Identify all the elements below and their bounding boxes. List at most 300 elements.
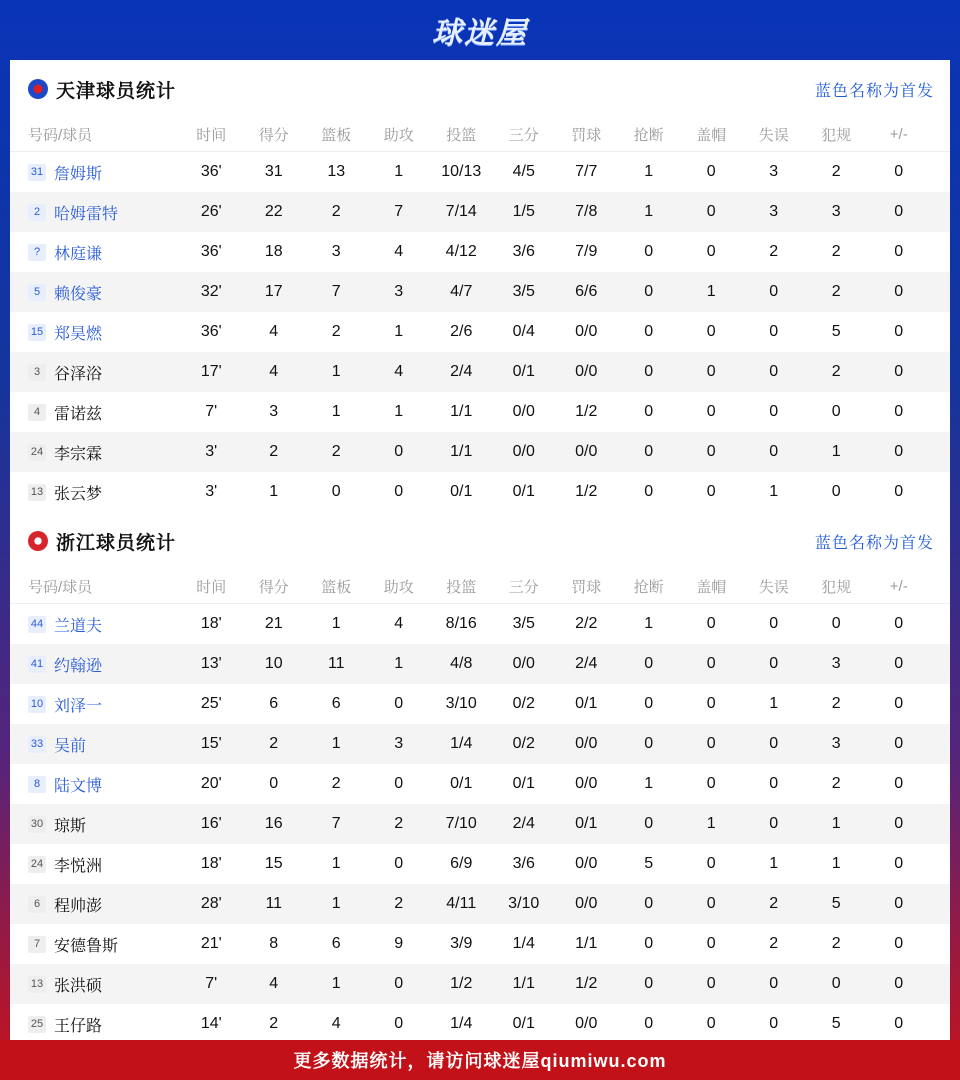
column-header: 时间 — [196, 579, 227, 596]
stat-cell: 0/0 — [575, 735, 598, 752]
stat-cell: 0 — [831, 403, 841, 420]
player-row[interactable] — [10, 312, 950, 352]
stat-cell: 2 — [831, 935, 841, 952]
stat-cell: 2/2 — [575, 615, 598, 632]
stat-cell: 4 — [269, 323, 279, 340]
player-name[interactable]: 谷泽浴 — [54, 365, 103, 383]
player-row[interactable] — [10, 472, 950, 512]
stat-cell: 0 — [769, 363, 779, 380]
stat-cell: 2 — [831, 363, 841, 380]
stat-cell: 2/4 — [512, 815, 535, 832]
stat-cell: 3 — [769, 203, 779, 220]
stat-cell: 0 — [894, 615, 904, 632]
stat-cell: 1/1 — [450, 443, 473, 460]
stat-cell: 0 — [644, 735, 654, 752]
stat-cell: 1 — [644, 163, 654, 180]
jersey-number-badge: 5 — [28, 284, 46, 301]
section-title-wrap — [28, 528, 176, 555]
stat-cell: 1 — [394, 323, 404, 340]
stat-cell: 3 — [769, 163, 779, 180]
player-row[interactable] — [10, 964, 950, 1004]
stat-cell: 0 — [269, 775, 279, 792]
stat-cell: 3/10 — [508, 895, 540, 912]
stat-cell: 0 — [644, 323, 654, 340]
stat-cell: 36' — [200, 163, 222, 180]
stats-panel — [10, 60, 950, 1040]
stat-cell: 4/8 — [450, 655, 473, 672]
stat-cell: 1/1 — [450, 403, 473, 420]
tianjin-team-logo-icon — [28, 79, 48, 99]
stat-cell: 2 — [269, 735, 279, 752]
stat-cell: 3 — [269, 403, 279, 420]
column-header: 篮板 — [321, 127, 352, 144]
player-name[interactable]: 张云梦 — [54, 485, 103, 503]
player-row[interactable] — [10, 192, 950, 232]
stat-cell: 1 — [394, 163, 404, 180]
stat-cell: 0 — [706, 895, 716, 912]
player-cell — [10, 361, 180, 384]
stat-cell: 0 — [894, 323, 904, 340]
player-cell — [10, 481, 180, 504]
column-header: 得分 — [258, 127, 289, 144]
stat-cell: 0/1 — [512, 363, 535, 380]
stat-cell: 0 — [894, 775, 904, 792]
stat-cell: 7' — [205, 403, 218, 420]
player-name[interactable]: 吴前 — [54, 737, 87, 755]
stat-cell: 2 — [769, 243, 779, 260]
player-cell — [10, 813, 180, 836]
stat-cell: 0 — [644, 403, 654, 420]
stat-cell: 1 — [769, 695, 779, 712]
stat-cell: 3' — [205, 443, 218, 460]
footer-banner[interactable]: 更多数据统计，请访问球迷屋qiumiwu.com — [0, 1040, 960, 1080]
column-header: 盖帽 — [696, 579, 727, 596]
stat-cell: 2 — [769, 935, 779, 952]
stat-cell: 3/5 — [512, 283, 535, 300]
stat-cell: 21' — [200, 935, 222, 952]
stat-cell: 2 — [331, 203, 341, 220]
zhejiang-team-logo-icon — [28, 531, 48, 551]
stat-cell: 0/0 — [512, 655, 535, 672]
stat-cell: 0/0 — [575, 855, 598, 872]
stat-cell: 31 — [264, 163, 283, 180]
stat-cell: 0 — [706, 975, 716, 992]
stat-cell: 0 — [894, 1015, 904, 1032]
stat-cell: 2 — [331, 443, 341, 460]
player-cell — [10, 281, 180, 304]
stat-cell: 3/5 — [512, 615, 535, 632]
stat-cell: 0 — [769, 775, 779, 792]
column-header: 号码/球员 — [28, 579, 93, 596]
jersey-number-badge: 13 — [28, 976, 46, 993]
jersey-number-badge: 31 — [28, 164, 46, 181]
column-header: 三分 — [508, 579, 539, 596]
stat-cell: 0 — [769, 655, 779, 672]
column-header: 助攻 — [383, 127, 414, 144]
jersey-number-badge: 8 — [28, 776, 46, 793]
stat-cell: 0 — [644, 815, 654, 832]
jersey-number-badge: 24 — [28, 444, 46, 461]
stat-cell: 0/0 — [512, 403, 535, 420]
player-row[interactable] — [10, 844, 950, 884]
stat-cell: 2 — [831, 283, 841, 300]
stat-cell: 0 — [894, 163, 904, 180]
stat-cell: 0 — [644, 895, 654, 912]
stat-cell: 0 — [769, 975, 779, 992]
jersey-number-badge: 24 — [28, 856, 46, 873]
player-row[interactable] — [10, 272, 950, 312]
stat-cell: 0 — [831, 975, 841, 992]
starter-legend-note: 蓝色名称为首发 — [814, 82, 934, 100]
stat-cell: 13' — [200, 655, 222, 672]
stat-cell: 0 — [894, 283, 904, 300]
stat-cell: 0 — [644, 935, 654, 952]
stat-cell: 5 — [831, 895, 841, 912]
player-cell — [10, 1013, 180, 1036]
stat-cell: 10 — [264, 655, 283, 672]
stat-cell: 22 — [264, 203, 283, 220]
stat-cell: 7/10 — [445, 815, 477, 832]
stat-cell: 0 — [644, 483, 654, 500]
jersey-number-badge: 13 — [28, 484, 46, 501]
jersey-number-badge: ? — [28, 244, 46, 261]
section-header — [10, 60, 950, 118]
player-name[interactable]: 琼斯 — [54, 817, 87, 835]
stat-cell: 2 — [331, 775, 341, 792]
section-header — [10, 512, 950, 570]
column-header: 篮板 — [321, 579, 352, 596]
stat-cell: 1 — [331, 855, 341, 872]
jersey-number-badge: 30 — [28, 816, 46, 833]
player-row[interactable] — [10, 804, 950, 844]
column-header: 抢断 — [633, 127, 664, 144]
stat-cell: 0 — [706, 735, 716, 752]
stat-cell: 3/6 — [512, 243, 535, 260]
stat-cell: 0/2 — [512, 695, 535, 712]
stat-cell: 0 — [394, 443, 404, 460]
stat-cell: 0 — [706, 855, 716, 872]
player-cell — [10, 773, 180, 796]
stat-cell: 0 — [706, 655, 716, 672]
stat-cell: 1 — [644, 203, 654, 220]
stat-cell: 7/14 — [445, 203, 477, 220]
stat-cell: 11 — [327, 655, 345, 672]
stat-cell: 5 — [644, 855, 654, 872]
player-cell — [10, 733, 180, 756]
stat-cell: 6 — [331, 695, 341, 712]
stat-cell: 28' — [200, 895, 222, 912]
stat-cell: 0/1 — [512, 1015, 535, 1032]
stat-cell: 0 — [644, 443, 654, 460]
stat-cell: 2 — [269, 443, 279, 460]
stat-cell: 0 — [831, 483, 841, 500]
stat-cell: 1/4 — [450, 735, 473, 752]
stat-cell: 0 — [706, 163, 716, 180]
team-section-1 — [10, 512, 950, 1044]
player-row[interactable] — [10, 1004, 950, 1044]
jersey-number-badge: 15 — [28, 324, 46, 341]
stat-cell: 0 — [769, 615, 779, 632]
player-name[interactable]: 林庭谦 — [54, 245, 103, 263]
stat-cell: 1 — [831, 443, 841, 460]
stat-cell: 0 — [644, 655, 654, 672]
jersey-number-badge: 2 — [28, 204, 46, 221]
player-row[interactable] — [10, 724, 950, 764]
player-name[interactable]: 陆文博 — [54, 777, 103, 795]
player-name[interactable]: 李宗霖 — [54, 445, 103, 463]
stat-cell: 1/2 — [575, 403, 598, 420]
player-row[interactable] — [10, 232, 950, 272]
stat-cell: 0 — [706, 403, 716, 420]
stat-cell: 4/5 — [512, 163, 535, 180]
stat-cell: 0 — [706, 203, 716, 220]
stat-cell: 6/6 — [575, 283, 598, 300]
stat-cell: 5 — [831, 1015, 841, 1032]
stat-cell: 2/4 — [450, 363, 473, 380]
player-name[interactable]: 王仔路 — [54, 1017, 103, 1035]
stat-cell: 0 — [894, 363, 904, 380]
stat-cell: 3 — [831, 203, 841, 220]
column-header: 犯规 — [821, 127, 852, 144]
stat-cell: 32' — [200, 283, 222, 300]
stat-cell: 0 — [894, 203, 904, 220]
stat-cell: 0 — [769, 1015, 779, 1032]
column-header: +/- — [889, 578, 908, 595]
stat-cell: 4 — [394, 363, 404, 380]
stat-cell: 0 — [394, 775, 404, 792]
stat-cell: 0/0 — [575, 895, 598, 912]
stat-cell: 1 — [331, 975, 341, 992]
stat-cell: 0 — [894, 243, 904, 260]
stat-cell: 6 — [269, 695, 279, 712]
stat-cell: 2 — [269, 1015, 279, 1032]
stat-cell: 0 — [769, 403, 779, 420]
jersey-number-badge: 25 — [28, 1016, 46, 1033]
player-row[interactable] — [10, 152, 950, 192]
stat-cell: 1/1 — [575, 935, 598, 952]
player-cell — [10, 441, 180, 464]
player-row[interactable] — [10, 604, 950, 644]
stat-cell: 2/4 — [575, 655, 598, 672]
stat-cell: 0 — [769, 815, 779, 832]
stat-cell: 14' — [200, 1015, 222, 1032]
section-title-wrap — [28, 76, 176, 103]
stat-cell: 3 — [831, 655, 841, 672]
player-cell — [10, 321, 180, 344]
player-cell — [10, 693, 180, 716]
stat-cell: 1 — [706, 283, 716, 300]
stat-cell: 20' — [200, 775, 222, 792]
stat-cell: 15' — [200, 735, 222, 752]
player-row[interactable] — [10, 432, 950, 472]
stat-cell: 8/16 — [445, 615, 477, 632]
jersey-number-badge: 41 — [28, 656, 46, 673]
player-row[interactable] — [10, 884, 950, 924]
player-row[interactable] — [10, 684, 950, 724]
player-name[interactable]: 约翰逊 — [54, 657, 103, 675]
stat-cell: 0 — [706, 615, 716, 632]
stat-cell: 2 — [769, 895, 779, 912]
stat-cell: 3/6 — [512, 855, 535, 872]
stat-cell: 21 — [264, 615, 283, 632]
stat-cell: 0 — [394, 855, 404, 872]
player-row[interactable] — [10, 924, 950, 964]
stat-cell: 0 — [894, 815, 904, 832]
stat-cell: 1 — [331, 615, 341, 632]
stat-cell: 7' — [205, 975, 218, 992]
player-name[interactable]: 李悦洲 — [54, 857, 103, 875]
stat-cell: 4/7 — [450, 283, 473, 300]
stat-cell: 0/0 — [575, 363, 598, 380]
stat-cell: 0 — [894, 935, 904, 952]
stat-cell: 0/4 — [512, 323, 535, 340]
team-section-0 — [10, 60, 950, 512]
stat-cell: 4/11 — [446, 895, 477, 912]
stat-cell: 2 — [394, 895, 404, 912]
stat-cell: 26' — [200, 203, 222, 220]
stat-cell: 2 — [831, 163, 841, 180]
stat-cell: 0 — [706, 695, 716, 712]
player-cell — [10, 973, 180, 996]
stat-cell: 3 — [331, 243, 341, 260]
section-title: 浙江球员统计 — [56, 532, 177, 554]
player-row[interactable] — [10, 392, 950, 432]
stat-cell: 0 — [644, 283, 654, 300]
stat-cell: 1 — [269, 483, 279, 500]
player-name[interactable]: 雷诺兹 — [54, 405, 103, 423]
stat-cell: 0 — [706, 443, 716, 460]
starter-legend-note: 蓝色名称为首发 — [814, 534, 934, 552]
stat-cell: 4/12 — [445, 243, 477, 260]
player-name[interactable]: 张洪硕 — [54, 977, 103, 995]
stat-cell: 0 — [769, 735, 779, 752]
jersey-number-badge: 3 — [28, 364, 46, 381]
stat-cell: 6 — [331, 935, 341, 952]
player-cell — [10, 161, 180, 184]
stat-cell: 0/1 — [512, 483, 535, 500]
stat-cell: 0 — [769, 283, 779, 300]
stat-cell: 0 — [894, 695, 904, 712]
player-name[interactable]: 程帅澎 — [54, 897, 103, 915]
stat-cell: 0/0 — [575, 775, 598, 792]
stat-cell: 36' — [200, 323, 222, 340]
player-cell — [10, 893, 180, 916]
stat-cell: 15 — [264, 855, 283, 872]
player-cell — [10, 933, 180, 956]
player-name[interactable]: 郑昊燃 — [54, 325, 103, 343]
player-name[interactable]: 兰道夫 — [54, 617, 103, 635]
stat-cell: 0 — [706, 243, 716, 260]
stat-cell: 5 — [831, 323, 841, 340]
player-name[interactable]: 哈姆雷特 — [54, 205, 119, 223]
stat-cell: 3 — [394, 283, 404, 300]
stat-cell: 0/0 — [575, 443, 598, 460]
stat-cell: 0 — [894, 483, 904, 500]
stat-cell: 16 — [264, 815, 283, 832]
stat-cell: 0 — [644, 1015, 654, 1032]
player-name[interactable]: 刘泽一 — [54, 697, 103, 715]
stat-cell: 0 — [644, 243, 654, 260]
stat-cell: 0/0 — [575, 323, 598, 340]
stat-cell: 0 — [644, 695, 654, 712]
column-header: 罚球 — [571, 127, 602, 144]
stat-cell: 18' — [200, 855, 222, 872]
stat-cell: 17 — [264, 283, 283, 300]
stat-cell: 25' — [200, 695, 222, 712]
stat-cell: 1 — [831, 855, 841, 872]
stat-cell: 0 — [331, 483, 341, 500]
stat-cell: 1/1 — [512, 975, 535, 992]
stat-cell: 1/4 — [450, 1015, 473, 1032]
stat-cell: 0 — [894, 895, 904, 912]
stat-cell: 17' — [200, 363, 222, 380]
player-row[interactable] — [10, 764, 950, 804]
jersey-number-badge: 4 — [28, 404, 46, 421]
stat-cell: 0/0 — [512, 443, 535, 460]
stat-cell: 7 — [394, 203, 404, 220]
brand-logo: 球迷屋 — [432, 17, 528, 50]
stat-cell: 7/8 — [575, 203, 598, 220]
stat-cell: 0/0 — [575, 1015, 598, 1032]
column-header-row — [10, 118, 950, 152]
stat-cell: 0 — [394, 975, 404, 992]
player-name[interactable]: 安德鲁斯 — [54, 937, 119, 955]
stat-cell: 13 — [327, 163, 346, 180]
stat-cell: 0/1 — [575, 815, 598, 832]
column-header: 时间 — [196, 127, 227, 144]
player-row[interactable] — [10, 644, 950, 684]
stat-cell: 1/4 — [512, 935, 535, 952]
stat-cell: 2/6 — [450, 323, 473, 340]
player-row[interactable] — [10, 352, 950, 392]
stat-cell: 0 — [706, 323, 716, 340]
stat-cell: 0/1 — [450, 775, 473, 792]
stat-cell: 0 — [894, 403, 904, 420]
stat-cell: 0 — [894, 855, 904, 872]
stat-cell: 0 — [831, 615, 841, 632]
stat-cell: 1 — [394, 655, 404, 672]
stat-cell: 1 — [331, 363, 341, 380]
stat-cell: 4 — [394, 243, 404, 260]
stat-cell: 3 — [831, 735, 841, 752]
player-name[interactable]: 詹姆斯 — [54, 165, 103, 183]
column-header: 得分 — [258, 579, 289, 596]
stat-cell: 1/2 — [575, 483, 598, 500]
stat-cell: 3/10 — [445, 695, 477, 712]
column-header: 助攻 — [383, 579, 414, 596]
stat-cell: 0 — [706, 775, 716, 792]
stat-cell: 1/2 — [450, 975, 473, 992]
stat-cell: 0/1 — [450, 483, 473, 500]
column-header: 罚球 — [571, 579, 602, 596]
stat-cell: 0/1 — [512, 775, 535, 792]
column-header-row — [10, 570, 950, 604]
jersey-number-badge: 6 — [28, 896, 46, 913]
player-name[interactable]: 赖俊豪 — [54, 285, 103, 303]
stat-cell: 1 — [331, 403, 341, 420]
stat-cell: 0 — [644, 363, 654, 380]
column-header: +/- — [889, 126, 908, 143]
stat-cell: 3' — [205, 483, 218, 500]
player-cell — [10, 853, 180, 876]
jersey-number-badge: 44 — [28, 616, 46, 633]
stat-cell: 7/7 — [575, 163, 598, 180]
stat-cell: 0 — [894, 655, 904, 672]
stat-cell: 2 — [331, 323, 341, 340]
column-header: 抢断 — [633, 579, 664, 596]
stat-cell: 1 — [644, 775, 654, 792]
stat-cell: 7 — [331, 815, 341, 832]
